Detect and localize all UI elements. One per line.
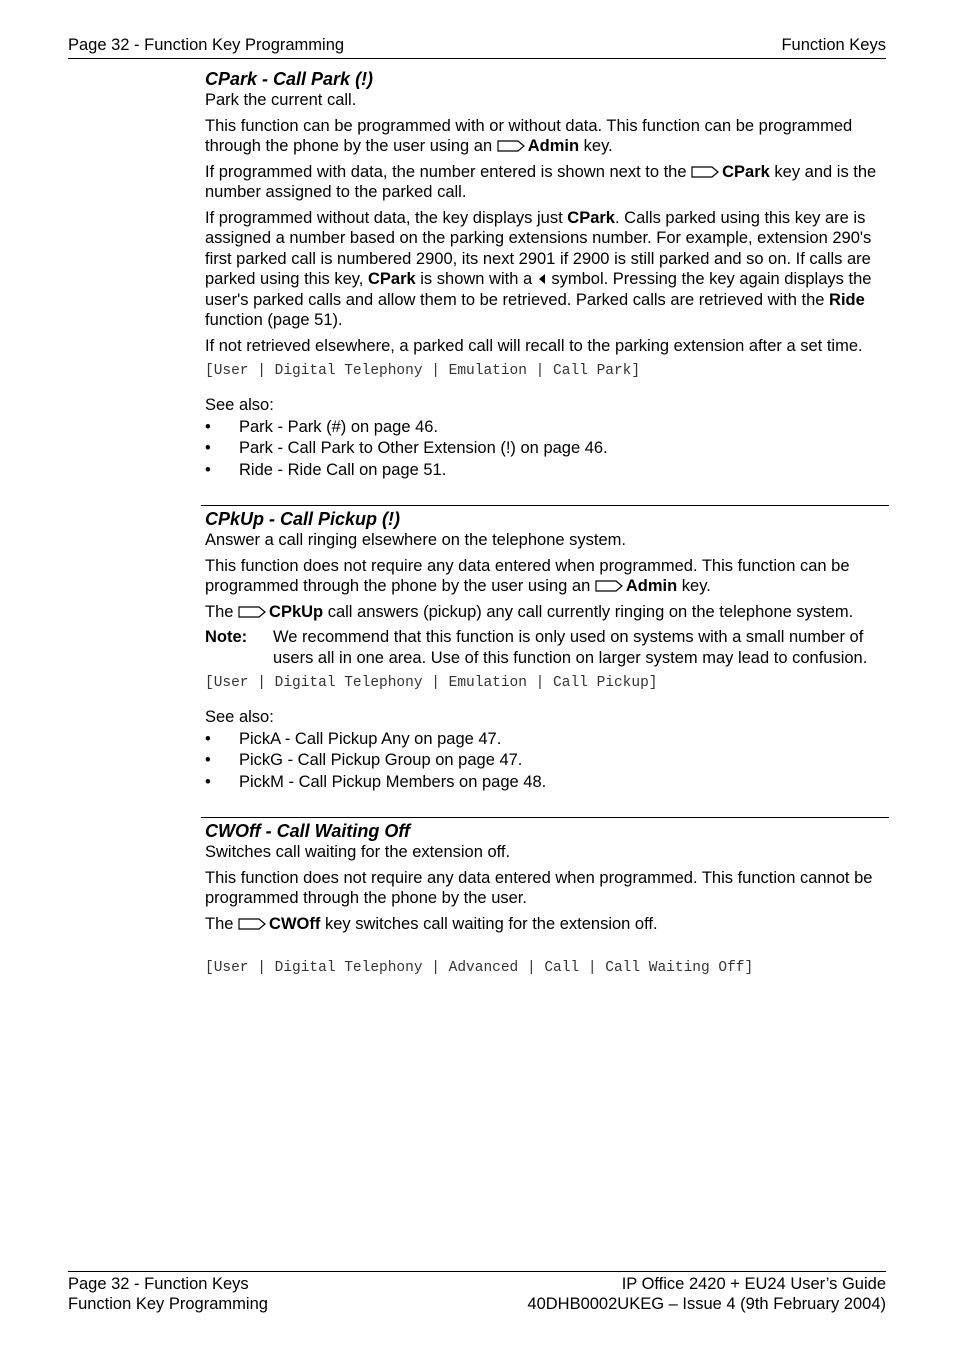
footer-right-line2: 40DHB0002UKEG – Issue 4 (9th February 2004) xyxy=(527,1295,886,1313)
see-also-list xyxy=(205,417,889,482)
paragraph: Park the current call. xyxy=(205,91,357,109)
see-also-label: See also: xyxy=(205,396,274,414)
section-title: CPkUp - Call Pickup (!) xyxy=(205,509,401,529)
list-item[interactable]: • PickG - Call Pickup Group on page 47. xyxy=(205,751,523,769)
list-item[interactable]: • Park - Call Park to Other Extension (!) on page 46. xyxy=(205,439,608,457)
config-path: [User | Digital Telephony | Emulation | Call Pickup] xyxy=(205,675,658,691)
paragraph: Answer a call ringing elsewhere on the telephone system. xyxy=(205,531,626,549)
function-key-icon xyxy=(238,918,266,930)
footer-right-line1: IP Office 2420 + EU24 User’s Guide xyxy=(621,1275,886,1293)
function-key-icon xyxy=(497,140,525,152)
page-footer xyxy=(68,1271,886,1313)
section-cpkup xyxy=(201,505,889,793)
footer-left-line1: Page 32 - Function Keys xyxy=(68,1275,249,1293)
paragraph: The CPkUp call answers (pickup) any call currently ringing on the telephone system. xyxy=(205,602,854,621)
see-also-list xyxy=(205,729,889,794)
function-key-icon xyxy=(595,580,623,592)
section-cpark xyxy=(205,68,889,481)
left-triangle-icon xyxy=(539,274,545,284)
paragraph: This function does not require any data entered when programmed. This function cannot be programmed through the phone by the user. xyxy=(205,868,873,907)
list-item[interactable]: • PickM - Call Pickup Members on page 48. xyxy=(205,772,547,791)
section-title: CWOff - Call Waiting Off xyxy=(205,821,410,841)
list-item[interactable]: • Park - Park (#) on page 46. xyxy=(205,417,439,436)
footer-left-line2: Function Key Programming xyxy=(68,1295,268,1313)
header-right: Function Keys xyxy=(781,36,886,54)
paragraph: This function does not require any data entered when programmed. This function can be programmed through the phone by the user using an Admin key. xyxy=(205,556,850,595)
section-title: CPark - Call Park (!) xyxy=(205,69,374,89)
note-label: Note: xyxy=(205,628,248,646)
section-cwoff xyxy=(201,817,889,978)
config-path: [User | Digital Telephony | Emulation | Call Park] xyxy=(205,363,641,379)
note-text: We recommend that this function is only used on systems with a small number of users all in one area. Use of this function on larger system may lead to confusion. xyxy=(273,628,868,667)
list-item[interactable]: • Ride - Ride Call on page 51. xyxy=(205,460,447,479)
paragraph: Switches call waiting for the extension off. xyxy=(205,843,511,861)
function-key-icon xyxy=(238,606,266,618)
paragraph: If programmed with data, the number entered is shown next to the CPark key and is the number assigned to the parked call. xyxy=(205,162,877,201)
paragraph: The CWOff key switches call waiting for the extension off. xyxy=(205,914,658,933)
see-also-label: See also: xyxy=(205,708,274,726)
paragraph: If programmed without data, the key displays just CPark. Calls parked using this key are is assigned a number based on the parking extensions number. For example, extension 290's first parked call is numbered 2900, its next 2901 if 2900 is still parked and so on. If calls are parked using this key, CPark is shown with a symbol. Pressing the key again displays the user's parked calls and allow them to be retrieved. Parked calls are retrieved with the Ride function (page 51). xyxy=(205,208,872,329)
paragraph: If not retrieved elsewhere, a parked call will recall to the parking extension after a set time. xyxy=(205,336,863,355)
page-content xyxy=(205,68,889,992)
page-header xyxy=(68,36,886,59)
config-path: [User | Digital Telephony | Advanced | Call | Call Waiting Off] xyxy=(205,960,754,976)
function-key-icon xyxy=(691,166,719,178)
paragraph: This function can be programmed with or without data. This function can be programmed through the phone by the user using an Admin key. xyxy=(205,116,853,155)
header-left: Page 32 - Function Key Programming xyxy=(68,36,345,54)
note xyxy=(205,627,889,668)
list-item[interactable]: • PickA - Call Pickup Any on page 47. xyxy=(205,729,502,748)
